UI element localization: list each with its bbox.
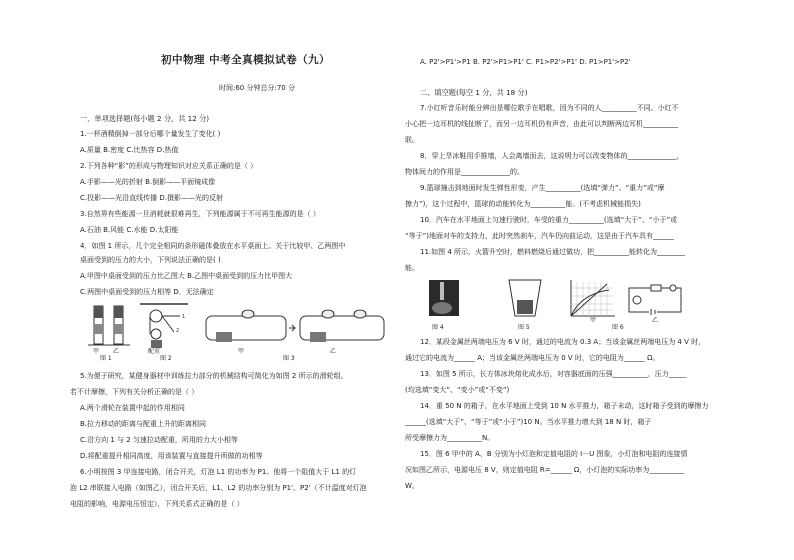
q9-text-1: 9.篮球撞击到地面时发生弹性形变，产生__________(选填“弹力”、“重力”或“摩 xyxy=(420,184,665,192)
q13-text-2: (均选填“变大”、“变小”或“不变”) xyxy=(405,386,510,394)
q2-options-cd: C.投影——光沿直线传播 D.摄影——光的反射 xyxy=(80,194,223,202)
fig1-caption-jia: 甲 xyxy=(93,348,100,355)
q10-text-2: “等于”)地面对车的支持力，此时突然刹车，汽车仍向前运动，这是由于汽车具有______ xyxy=(405,232,674,240)
q8-text-2: 物体间力的作用是______________的。 xyxy=(405,168,524,176)
q11-text-1: 11.如图 4 所示，火箭升空时，燃料燃烧后通过做功，把__________能转化为________ xyxy=(420,248,686,256)
q3-options: A.石油 B.风能 C.水能 D.太阳能 xyxy=(80,226,179,234)
q1-options: A.质量 B.密度 C.比热容 D.热值 xyxy=(80,146,179,154)
q2-options-ab: A.手影——光的折射 B.倒影——平面镜成像 xyxy=(80,178,216,186)
fig3-caption-yi: 乙 xyxy=(330,348,337,355)
q4-text-1: 4．如图 1 所示，几个完全相同的条形磁体叠放在水平桌面上。关于比较甲、乙两图中 xyxy=(80,242,346,250)
q1-text: 1.一杯酒精倒掉一部分后哪个量发生了变化( ) xyxy=(80,130,221,138)
time-score: 时间:60 分钟总分:70 分 xyxy=(219,84,295,92)
q14-text-3: 所受摩擦力为__________N。 xyxy=(405,434,495,442)
q5-text-2: 若不计摩擦，下列有关分析正确的是（ ） xyxy=(70,388,199,396)
figure-3-circuits xyxy=(206,310,384,342)
figure-1-magnets xyxy=(88,306,130,345)
section-2-heading: 二、填空题(每空 1 分，共 18 分) xyxy=(420,88,528,97)
figure-4-rocket xyxy=(429,280,459,316)
fig6-caption-jia: 甲 xyxy=(590,317,597,324)
q5-option-d: D.将配重提升相同高度，用该装置与直接提升所做的功相等 xyxy=(80,452,263,460)
q14-text-1: 14．重 50 N 的箱子，在水平地面上受到 10 N 水平推力，箱子未动，这时箱子受到的摩擦力 xyxy=(420,402,709,410)
fig3-caption-jia: 甲 xyxy=(238,348,245,355)
figure-6-label: 图 6 xyxy=(612,324,624,331)
figure-4-label: 图 4 xyxy=(432,324,444,331)
figure-6-graph xyxy=(571,280,615,316)
q5-text-1: 5.为便于研究，某健身器材中训练拉力部分的机械结构可简化为如图 2 所示的滑轮组。 xyxy=(80,372,348,380)
q12-text-2: 通过它的电流为______ A；当该金属丝两端电压为 0 V 时，它的电阻为______ Ω。 xyxy=(405,354,660,362)
exam-title: 初中物理 中考全真模拟试卷（九） xyxy=(161,54,331,66)
q5-option-a: A.两个滑轮在装置中起的作用相同 xyxy=(80,404,185,412)
q4-text-2: 桌面受到的压力的大小，下列说法正确的是( ) xyxy=(80,256,221,264)
q4-options-ab: A.甲图中桌面受到的压力比乙图大 B.乙图中桌面受到的压力比甲图大 xyxy=(80,272,293,280)
q8-text-1: 8．穿上旱冰鞋用手推墙，人会离墙而去，这说明力可以改变物体的______________， xyxy=(420,152,684,160)
q12-text-1: 12．某段金属丝两端电压为 6 V 时，通过的电流为 0.3 A；当该金属丝两端电压为 4 V 时， xyxy=(420,338,706,346)
figure-3-label: 图 3 xyxy=(283,355,295,362)
figure-5-label: 图 5 xyxy=(518,324,530,331)
figure-5-container xyxy=(509,280,541,316)
figure-1-label: 图 1 xyxy=(100,355,112,362)
q4-options-cd: C.两图中桌面受到的压力相等 D．无法确定 xyxy=(80,288,214,296)
q15-text-3: W。 xyxy=(405,482,419,490)
q14-text-2: ______(选填“大于”、“等于”或“小于”)10 N。当水平推力增大到 18 N 时，箱子 xyxy=(405,418,652,426)
q15-text-1: 15．图 6 甲中的 A、B 分别为小灯泡和定值电阻的 I－U 图象，小灯泡和电阻的连接情 xyxy=(420,450,688,458)
q7-text-1: 7.小红听音乐时能分辨出是哪位歌手在唱歌，因为不同的人__________不同。小红不 xyxy=(420,104,679,112)
figure-6-circuit xyxy=(629,285,681,315)
fig2-caption-weight: 配重 xyxy=(148,348,161,355)
fig1-caption-yi: 乙 xyxy=(113,348,120,355)
q6-text-2: 泡 L2 串联接入电路（如图乙），闭合开关后，L1、L2 的功率分别为 P1'、P2'（不计温度对灯泡 xyxy=(70,484,367,492)
q7-text-3: 联。 xyxy=(405,136,419,144)
q3-text: 3.自然界有些能源一旦消耗就很难再生，下列能源属于不可再生能源的是（ ） xyxy=(80,210,320,218)
q10-text-1: 10．汽车在水平地面上匀速行驶时，车受的重力__________(选填“大于”、“小于”或 xyxy=(420,216,678,224)
svg-text:2: 2 xyxy=(176,328,180,334)
figures-4-5-6 xyxy=(425,276,725,326)
q5-option-b: B.拉力移动的距离与配重上升的距离相同 xyxy=(80,420,207,428)
section-1-heading: 一、单项选择题(每小题 2 分，共 12 分) xyxy=(80,114,210,123)
q6-text-3: 电阻的影响，电源电压恒定），下列关系式正确的是（ ） xyxy=(70,500,244,508)
q13-text-1: 13．如图 5 所示，长方体冰块熔化成水后，对容器底面的压强__________，压力_____ xyxy=(420,370,687,378)
q7-text-2: 小心把一边耳机的线扯断了，而另一边耳机仍有声音，由此可以判断两边耳机__________ xyxy=(405,120,678,128)
figure-2-label: 图 2 xyxy=(160,355,172,362)
figure-2-pulley xyxy=(140,304,188,348)
svg-text:1: 1 xyxy=(182,314,186,320)
q11-text-2: 能。 xyxy=(405,264,419,272)
q6-text-1: 6.小明按图 3 甲连接电路，闭合开关，灯泡 L1 的功率为 P1。他将一个阻值大于 L1 的灯 xyxy=(80,468,357,476)
q9-text-2: 擦力”)，这个过程中，篮球的动能转化为__________能。(不考虑机械能损失) xyxy=(405,200,641,208)
q5-option-c: C.沿方向 1 与 2 匀速拉动配重，所用的力大小相等 xyxy=(80,436,238,444)
q6-options: A. P2'>P1'>P1 B. P2'>P1>P1' C. P1>P2'>P1' D. P1>P1'>P2' xyxy=(420,58,631,66)
q2-text: 2.下列各种“影”的形成与物理知识对应关系正确的是（ ） xyxy=(80,162,258,170)
fig6-caption-yi: 乙 xyxy=(652,317,659,324)
q15-text-2: 况如图乙所示，电源电压 8 V，则定值电阻 R=______ Ω，小灯泡的实际功率为__________ xyxy=(405,466,685,474)
